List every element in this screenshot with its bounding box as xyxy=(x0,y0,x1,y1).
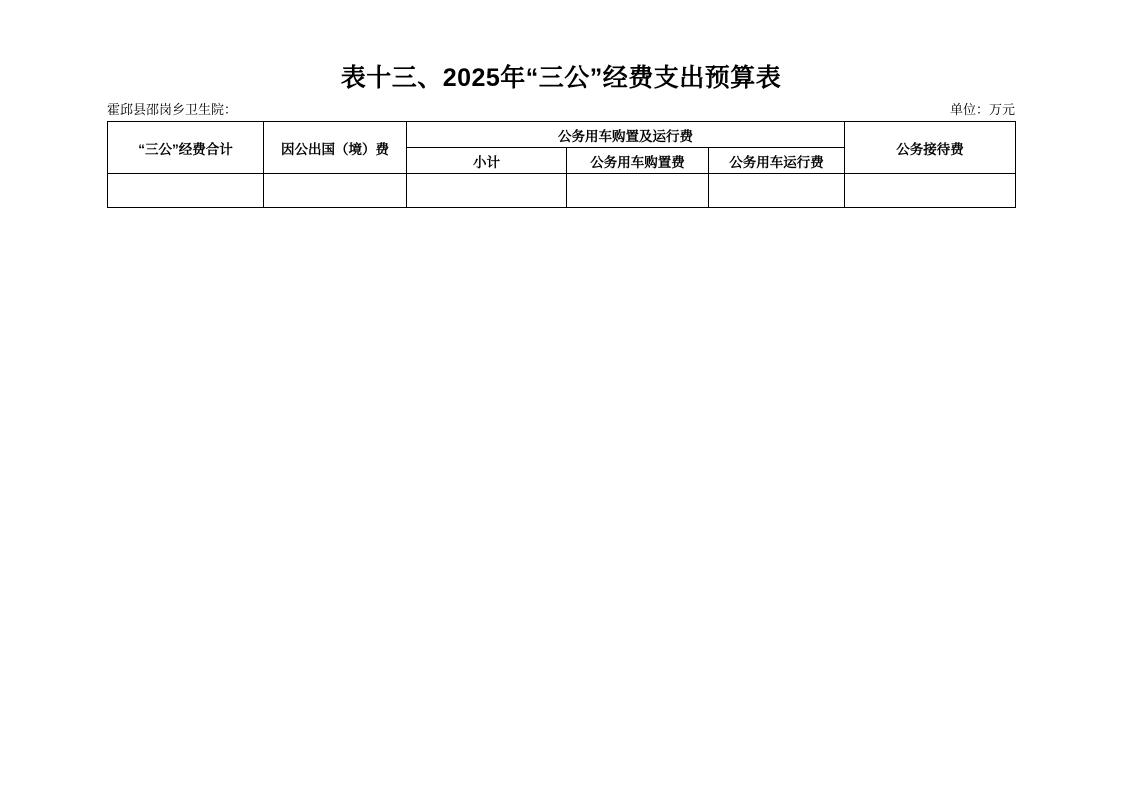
header-vehicle-purchase: 公务用车购置费 xyxy=(567,148,709,174)
table-row xyxy=(108,174,1016,208)
page-title: 表十三、2025年“三公”经费支出预算表 xyxy=(340,64,782,92)
cell-vehicle-operation xyxy=(709,174,845,208)
cell-reception xyxy=(845,174,1016,208)
header-vehicle-subtotal: 小计 xyxy=(407,148,567,174)
cell-vehicle-subtotal xyxy=(407,174,567,208)
header-vehicle-group: 公务用车购置及运行费 xyxy=(407,122,845,148)
organization-name: 霍邱县邵岗乡卫生院： xyxy=(107,102,238,117)
table-header-row-1 xyxy=(108,122,1016,148)
cell-vehicle-purchase xyxy=(567,174,709,208)
header-abroad: 因公出国（境）费 xyxy=(264,122,407,174)
table-subheader xyxy=(107,99,1015,117)
header-vehicle-operation: 公务用车运行费 xyxy=(709,148,845,174)
budget-table xyxy=(107,121,1016,208)
cell-total xyxy=(108,174,264,208)
unit-label: 单位：万元 xyxy=(949,102,1015,117)
header-total: “三公”经费合计 xyxy=(108,122,264,174)
cell-abroad xyxy=(264,174,407,208)
header-reception: 公务接待费 xyxy=(845,122,1016,174)
